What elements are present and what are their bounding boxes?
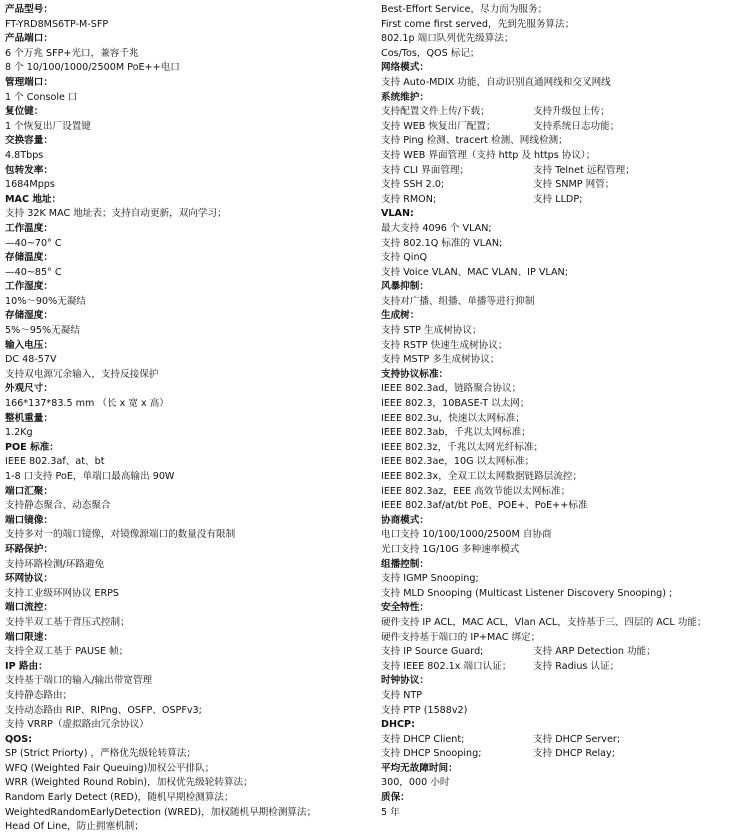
spec-line: 支持基于端口的输入/输出带宽管理 bbox=[5, 675, 153, 687]
spec-line: IEEE 802.3z，千兆以太网光纤标准； bbox=[381, 441, 544, 453]
spec-line-cell: 支持 WEB 恢复出厂配置； bbox=[381, 120, 496, 132]
spec-line-cell: 支持 ARP Detection 功能； bbox=[533, 646, 656, 658]
spec-heading-时钟协议: 时钟协议： bbox=[381, 675, 429, 687]
spec-line-pair bbox=[381, 645, 727, 660]
spec-line: WeightedRandomEarlyDetection (WRED)，加权随机早期检测算法； bbox=[5, 806, 317, 818]
spec-heading-协商模式: 协商模式： bbox=[381, 514, 429, 526]
spec-line-cell: 支持 Telnet 远程管理； bbox=[533, 164, 635, 176]
spec-line-cell: 支持 DHCP Server; bbox=[533, 733, 621, 745]
spec-line: IEEE 802.3az，EEE 高效节能以太网标准； bbox=[381, 485, 571, 497]
spec-line: 支持 QinQ bbox=[381, 252, 428, 264]
spec-line: 电口支持 10/100/1000/2500M 自协商 bbox=[381, 529, 552, 541]
spec-line: IEEE 802.3u，快速以太网标准； bbox=[381, 412, 525, 424]
spec-column-left bbox=[5, 3, 373, 835]
spec-heading-平均无故障时间: 平均无故障时间： bbox=[381, 762, 458, 774]
spec-line: Head Of Line，防止拥塞机制； bbox=[5, 821, 144, 833]
spec-heading-存储温度: 存储温度： bbox=[5, 252, 53, 264]
spec-line: 支持 RSTP 快速生成树协议； bbox=[381, 339, 508, 351]
spec-line: 支持动态路由 RIP、RIPng、OSFP、OSPFv3; bbox=[5, 704, 202, 716]
spec-line: 支持 Auto-MDIX 功能，自动识别直通网线和交叉网线 bbox=[381, 76, 611, 88]
spec-heading-端口汇聚: 端口汇聚： bbox=[5, 485, 53, 497]
spec-heading-交换容量: 交换容量： bbox=[5, 135, 53, 147]
spec-line: IEEE 802.3af/at/bt PoE、POE+、PoE++标准 bbox=[381, 500, 588, 512]
spec-heading-qos: QOS: bbox=[5, 733, 33, 745]
spec-line: 10%～90%无凝结 bbox=[5, 295, 87, 307]
spec-heading-工作温度: 工作温度： bbox=[5, 222, 53, 234]
spec-heading-复位键: 复位键： bbox=[5, 106, 44, 118]
spec-line: 硬件支持 IP ACL，MAC ACL，Vlan ACL，支持基于三、四层的 ACL 功能； bbox=[381, 616, 707, 628]
spec-line: 1-8 口支持 PoE，单端口最高输出 90W bbox=[5, 471, 175, 482]
spec-line: 支持 Voice VLAN、MAC VLAN、IP VLAN; bbox=[381, 266, 568, 278]
spec-line-cell: 支持 DHCP Relay; bbox=[533, 748, 615, 760]
spec-line: IEEE 802.3，10BASE-T 以太网； bbox=[381, 398, 530, 410]
spec-line: 支持 WEB 界面管理（支持 http 及 https 协议）； bbox=[381, 149, 596, 161]
spec-line-cell: 支持 LLDP; bbox=[533, 193, 583, 205]
spec-line: 166*137*83.5 mm （长 x 宽 x 高） bbox=[5, 398, 169, 410]
spec-heading-管理端口: 管理端口： bbox=[5, 76, 53, 88]
spec-line: 支持环路检测/环路避免 bbox=[5, 558, 105, 570]
spec-line: 支持半双工基于背压式控制； bbox=[5, 616, 130, 628]
spec-line: WFQ (Weighted Fair Queuing)加权公平排队； bbox=[5, 762, 215, 774]
spec-heading-包转发率: 包转发率： bbox=[5, 164, 53, 176]
spec-line: 支持多对一的端口镜像，对镜像源端口的数量没有限制 bbox=[5, 529, 236, 541]
spec-heading-环网协议: 环网协议： bbox=[5, 573, 53, 585]
spec-heading-网络模式: 网络模式： bbox=[381, 62, 429, 74]
spec-line-cell: 支持系统日志功能； bbox=[533, 120, 620, 132]
spec-line: 支持 NTP bbox=[381, 689, 423, 701]
spec-heading-端口镜像: 端口镜像： bbox=[5, 514, 53, 526]
spec-line: IEEE 802.3ab，千兆以太网标准； bbox=[381, 427, 531, 439]
spec-line: 4.8Tbps bbox=[5, 149, 44, 161]
spec-line: 支持 VRRP（虚拟路由冗余协议） bbox=[5, 719, 149, 731]
spec-heading-生成树: 生成树： bbox=[381, 310, 420, 322]
spec-line-pair bbox=[381, 193, 727, 208]
spec-line: 光口支持 1G/10G 多种速率模式 bbox=[381, 543, 520, 555]
spec-line: IEEE 802.3x，全双工以太网数据链路层流控； bbox=[381, 471, 583, 482]
spec-line: 支持 STP 生成树协议； bbox=[381, 325, 482, 337]
spec-line: 支持静态聚合、动态聚合 bbox=[5, 500, 111, 512]
spec-line: 支持 Ping 检测、tracert 检测、网线检测； bbox=[381, 135, 568, 147]
spec-line-cell: 支持 IEEE 802.1x 端口认证； bbox=[381, 660, 512, 672]
spec-line: 1 个恢复出厂设置键 bbox=[5, 120, 91, 132]
spec-line: 1684Mpps bbox=[5, 179, 55, 191]
spec-heading-安全特性: 安全特性： bbox=[381, 602, 429, 614]
spec-line: 支持 32K MAC 地址表；支持自动更新，双向学习； bbox=[5, 208, 227, 220]
spec-line-cell: 支持 DHCP Snooping; bbox=[381, 748, 482, 760]
spec-line: 802.1p 端口队列优先级算法； bbox=[381, 33, 514, 45]
spec-line-cell: 支持 CLI 界面管理； bbox=[381, 164, 470, 176]
spec-line-cell: 支持配置文件上传/下载； bbox=[381, 106, 490, 118]
spec-heading-系统维护: 系统维护： bbox=[381, 91, 429, 103]
spec-heading-支持协议标准: 支持协议标准： bbox=[381, 368, 449, 380]
spec-line: 最大支持 4096 个 VLAN; bbox=[381, 222, 492, 234]
spec-line: 支持对广播、组播、单播等进行抑制 bbox=[381, 295, 535, 307]
spec-heading-mac-地址: MAC 地址： bbox=[5, 193, 62, 205]
spec-heading-端口限速: 端口限速： bbox=[5, 631, 53, 643]
spec-line: 支持 PTP (1588v2) bbox=[381, 704, 468, 716]
spec-heading-质保: 质保： bbox=[381, 792, 410, 804]
spec-line: —40~85° C bbox=[5, 266, 62, 278]
spec-line: IEEE 802.3ae，10G 以太网标准； bbox=[381, 456, 535, 468]
spec-line: 支持静态路由； bbox=[5, 689, 73, 701]
spec-line: IEEE 802.3af、at、bt bbox=[5, 456, 105, 468]
spec-line: First come first served，先到先服务算法； bbox=[381, 18, 575, 30]
spec-line-cell: 支持 SNMP 网管； bbox=[533, 179, 615, 191]
spec-line: IEEE 802.3ad，链路聚合协议； bbox=[381, 383, 522, 395]
spec-line: —40~70° C bbox=[5, 237, 62, 249]
spec-heading-输入电压: 输入电压： bbox=[5, 339, 53, 351]
spec-heading-外观尺寸: 外观尺寸： bbox=[5, 383, 53, 395]
spec-line: Cos/Tos，QOS 标记； bbox=[381, 47, 480, 59]
spec-line-pair bbox=[381, 105, 727, 120]
spec-column-right bbox=[381, 3, 727, 820]
spec-line: DC 48-57V bbox=[5, 354, 57, 366]
spec-heading-dhcp: DHCP: bbox=[381, 719, 415, 731]
spec-line-cell: 支持 IP Source Guard; bbox=[381, 646, 484, 658]
spec-line: 支持 MLD Snooping (Multicast Listener Discovery Snooping) ; bbox=[381, 587, 673, 599]
spec-line: 支持双电源冗余输入，支持反接保护 bbox=[5, 368, 159, 380]
spec-line-pair bbox=[381, 660, 727, 675]
spec-line-cell: 支持 Radius 认证； bbox=[533, 660, 620, 672]
spec-line-cell: 支持 RMON; bbox=[381, 193, 437, 205]
spec-line-cell: 支持 SSH 2.0; bbox=[381, 179, 445, 191]
spec-line: 5 年 bbox=[381, 806, 400, 818]
spec-line: FT-YRD8MS6TP-M-SFP bbox=[5, 18, 109, 30]
spec-heading-ip-路由: IP 路由： bbox=[5, 660, 48, 672]
spec-line: 硬件支持基于端口的 IP+MAC 绑定； bbox=[381, 631, 541, 643]
spec-heading-环路保护: 环路保护： bbox=[5, 543, 53, 555]
spec-line-pair bbox=[381, 164, 727, 179]
spec-line-pair bbox=[381, 733, 727, 748]
spec-heading-整机重量: 整机重量： bbox=[5, 412, 53, 424]
spec-line: 6 个万兆 SFP+光口，兼容千兆 bbox=[5, 47, 139, 59]
spec-line: 支持 IGMP Snooping; bbox=[381, 573, 479, 585]
spec-heading-存储湿度: 存储湿度： bbox=[5, 310, 53, 322]
spec-line-pair bbox=[381, 747, 727, 762]
spec-heading-产品端口: 产品端口： bbox=[5, 33, 53, 45]
spec-heading-poe-标准: POE 标准： bbox=[5, 441, 59, 453]
spec-heading-风暴抑制: 风暴抑制： bbox=[381, 281, 429, 293]
spec-line: WRR (Weighted Round Robin)，加权优先级轮转算法； bbox=[5, 777, 253, 789]
spec-heading-产品型号: 产品型号： bbox=[5, 4, 53, 15]
spec-line-pair bbox=[381, 178, 727, 193]
spec-line-cell: 支持升级包上传； bbox=[533, 106, 610, 118]
spec-line: 支持 802.1Q 标准的 VLAN; bbox=[381, 237, 503, 249]
spec-line-cell: 支持 DHCP Client; bbox=[381, 733, 465, 745]
spec-line-pair bbox=[381, 120, 727, 135]
spec-line: 8 个 10/100/1000/2500M PoE++电口 bbox=[5, 62, 180, 74]
spec-line: Best-Effort Service，尽力而为服务； bbox=[381, 4, 548, 15]
spec-line: 1 个 Console 口 bbox=[5, 91, 78, 103]
spec-heading-组播控制: 组播控制： bbox=[381, 558, 429, 570]
spec-heading-vlan: VLAN: bbox=[381, 208, 414, 220]
spec-line: Random Early Detect (RED)，随机早期检测算法； bbox=[5, 792, 234, 804]
spec-heading-端口流控: 端口流控： bbox=[5, 602, 53, 614]
spec-line: 300，000 小时 bbox=[381, 777, 450, 789]
spec-line: 支持 MSTP 多生成树协议； bbox=[381, 354, 500, 366]
spec-line: 1.2Kg bbox=[5, 427, 33, 439]
spec-line: SP (Strict Priorty) ，严格优先级轮转算法； bbox=[5, 748, 197, 760]
spec-line: 支持工业级环网协议 ERPS bbox=[5, 587, 119, 599]
spec-line: 支持全双工基于 PAUSE 帧； bbox=[5, 646, 129, 658]
spec-heading-工作湿度: 工作湿度： bbox=[5, 281, 53, 293]
spec-line: 5%～95%无凝结 bbox=[5, 325, 80, 337]
